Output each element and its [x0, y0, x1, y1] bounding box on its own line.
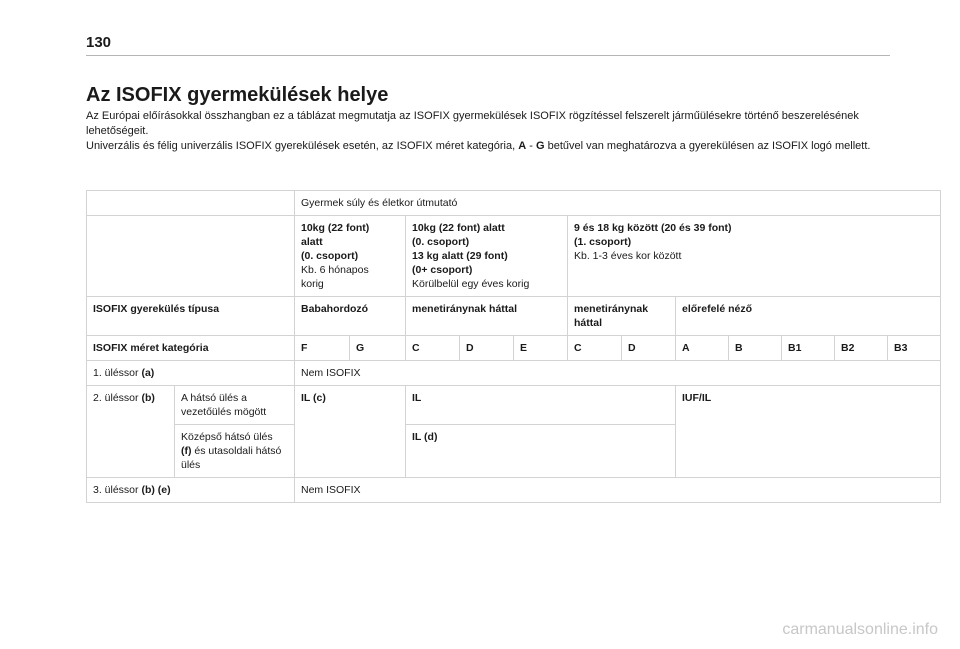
- group-0-line2: alatt: [301, 236, 323, 248]
- type-label: ISOFIX gyerekülés típusa: [87, 297, 295, 336]
- intro-p2-before: Univerzális és félig univerzális ISOFIX gyerekülések esetén, az ISOFIX méret kategória,: [86, 140, 519, 152]
- size-cell: D: [460, 336, 514, 361]
- size-cell: F: [295, 336, 350, 361]
- row3-label: [87, 478, 295, 503]
- group-0-cell: [295, 216, 406, 297]
- empty-cell: [87, 191, 295, 216]
- header-rule: [86, 55, 890, 56]
- row2-sub2-code: (f): [181, 445, 192, 457]
- guide-header: Gyermek súly és életkor útmutató: [295, 191, 941, 216]
- row3-label-text: 3. üléssor: [93, 484, 142, 496]
- size-cell: C: [406, 336, 460, 361]
- group-1-line3: Kb. 1-3 éves kor között: [574, 250, 682, 262]
- size-cell: E: [514, 336, 568, 361]
- empty-cell: [87, 216, 295, 297]
- page-title: Az ISOFIX gyermekülések helye: [86, 84, 389, 106]
- size-cell: B1: [782, 336, 835, 361]
- seat-row-1: [87, 361, 941, 386]
- row2-label: [87, 386, 175, 478]
- group-0plus-line2: (0. csoport): [412, 236, 470, 248]
- group-1-cell: [568, 216, 941, 297]
- intro-p2-after: betűvel van meghatározva a gyerekülésen az ISOFIX logó mellett.: [544, 140, 871, 152]
- page-number: 130: [86, 34, 112, 51]
- guide-header-row: [87, 191, 941, 216]
- row2-iuf: IUF/IL: [676, 386, 941, 478]
- row2-sub1: A hátsó ülés a vezetőülés mögött: [175, 386, 295, 425]
- group-row: [87, 216, 941, 297]
- isofix-table: [86, 190, 941, 503]
- group-0plus-line5: Körülbelül egy éves korig: [412, 278, 530, 290]
- size-cell: B: [729, 336, 782, 361]
- type-forward-facing: előrefelé néző: [676, 297, 941, 336]
- group-0-line5: korig: [301, 278, 324, 290]
- group-0-line4: Kb. 6 hónapos: [301, 264, 369, 276]
- size-cell: B3: [888, 336, 941, 361]
- group-1-line1: 9 és 18 kg között (20 és 39 font): [574, 222, 732, 234]
- row2-ild: IL (d): [406, 425, 676, 478]
- size-cell: A: [676, 336, 729, 361]
- intro-p2-a: A: [518, 140, 527, 152]
- row1-label-text: 1. üléssor: [93, 367, 142, 379]
- intro-p2-dash: -: [526, 140, 536, 152]
- seat-row-3: [87, 478, 941, 503]
- type-rear-facing-2: menetiránynak háttal: [568, 297, 676, 336]
- size-cell: C: [568, 336, 622, 361]
- row2-sub2: [175, 425, 295, 478]
- row2-sub2-line1: Középső hátsó ülés: [181, 431, 273, 443]
- type-row: [87, 297, 941, 336]
- row2-ilc: IL (c): [295, 386, 406, 478]
- row1-value: Nem ISOFIX: [295, 361, 941, 386]
- size-cell: D: [622, 336, 676, 361]
- row1-label: [87, 361, 295, 386]
- row2-label-text: 2. üléssor: [93, 392, 142, 404]
- row2-il: IL: [406, 386, 676, 425]
- size-label: ISOFIX méret kategória: [87, 336, 295, 361]
- group-0plus-cell: [406, 216, 568, 297]
- intro-p2-g: G: [535, 140, 545, 152]
- group-0-line3: (0. csoport): [301, 250, 359, 262]
- group-0plus-line1: 10kg (22 font) alatt: [412, 222, 505, 234]
- intro-paragraph-2: [86, 139, 896, 154]
- group-0plus-line3: 13 kg alatt (29 font): [412, 250, 508, 262]
- group-0-line1: 10kg (22 font): [301, 222, 370, 234]
- intro-text: [86, 109, 896, 154]
- row2-sub2-rest: és utasoldali hátsó ülés: [181, 445, 282, 471]
- size-cell: B2: [835, 336, 888, 361]
- seat-row-2a: [87, 386, 941, 425]
- row1-code: (a): [141, 367, 155, 379]
- intro-paragraph-1: Az Európai előírásokkal összhangban ez a táblázat megmutatja az ISOFIX gyermekülések ISOFIX rögzítéssel felszerelt járműülésekre történő beszerelésének lehetőségeit.: [86, 110, 859, 137]
- row3-value: Nem ISOFIX: [295, 478, 941, 503]
- size-row: [87, 336, 941, 361]
- row3-code: (b) (e): [141, 484, 171, 496]
- type-carrycot: Babahordozó: [295, 297, 406, 336]
- row2-code: (b): [141, 392, 155, 404]
- watermark-credit: carmanualsonline.info: [782, 621, 938, 638]
- group-0plus-line4: (0+ csoport): [412, 264, 473, 276]
- type-rear-facing-1: menetiránynak háttal: [406, 297, 568, 336]
- size-cell: G: [350, 336, 406, 361]
- group-1-line2: (1. csoport): [574, 236, 632, 248]
